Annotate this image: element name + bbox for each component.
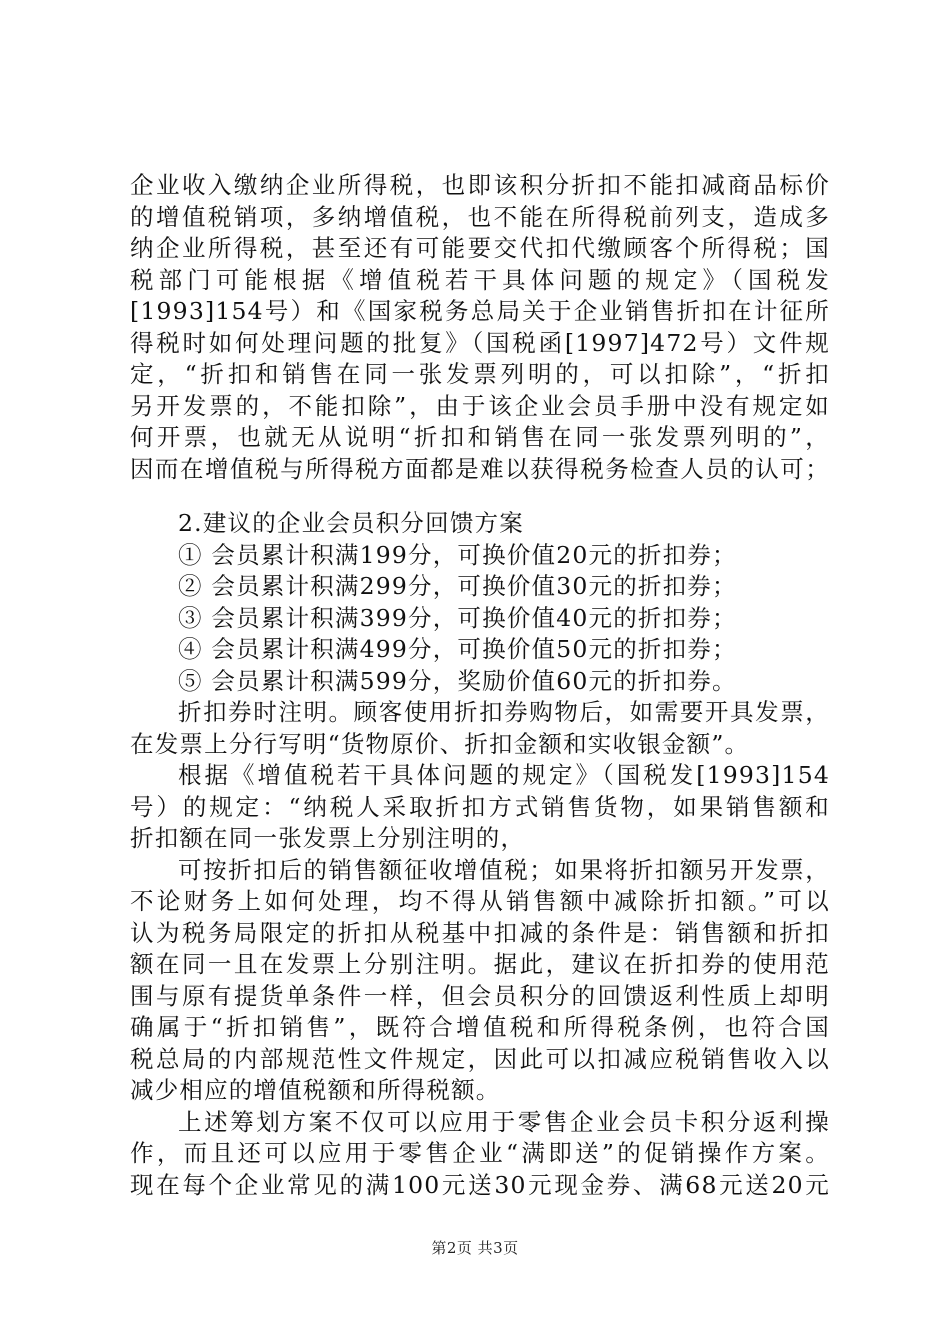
text-line: 额在同一且在发票上分别注明。据此，建议在折扣券的使用范 [130,950,830,978]
text-line: 因而在增值税与所得税方面都是难以获得税务检查人员的认可； [130,454,830,483]
paragraph-gap [130,485,830,508]
text-line: 得税时如何处理问题的批复》（国税函[1997]472号）文件规 [130,328,830,357]
paragraph-application [130,1107,830,1202]
list-item: ⑤ 会员累计积满599分，奖励价值60元的折扣券。 [178,666,737,695]
section-heading: 2.建议的企业会员积分回馈方案 [178,509,524,537]
text-line: 何开票，也就无从说明“折扣和销售在同一张发票列明的”， [130,423,830,451]
text-line: 减少相应的增值税额和所得税额。 [130,1076,501,1104]
text-line: 另开发票的，不能扣除”，由于该企业会员手册中没有规定如 [130,391,830,420]
list-item: ① 会员累计积满199分，可换价值20元的折扣券； [178,540,737,569]
text-line: 定，“折扣和销售在同一张发票列明的，可以扣除”，“折扣 [130,360,830,388]
paragraph-tax-issues [130,170,830,485]
page-footer: 第2页 共3页 [431,1239,519,1257]
text-line: 纳企业所得税，甚至还有可能要交代扣代缴顾客个所得税；国 [130,234,830,262]
page-body [130,170,830,1201]
text-line: 确属于“折扣销售”，既符合增值税和所得税条例，也符合国 [130,1013,830,1041]
text-line: 税部门可能根据《增值税若干具体问题的规定》（国税发 [130,265,830,294]
text-line: 围与原有提货单条件一样，但会员积分的回馈返利性质上却明 [130,981,830,1010]
text-line: 根据《增值税若干具体问题的规定》（国税发[1993]154 [178,761,830,789]
scheme-list [130,540,830,698]
text-line: 号）的规定：“纳税人采取折扣方式销售货物，如果销售额和 [130,792,830,821]
list-item: ② 会员累计积满299分，可换价值30元的折扣券； [178,572,737,600]
text-line: 的增值税销项，多纳增值税，也不能在所得税前列支，造成多 [130,202,830,231]
text-line: 税总局的内部规范性文件规定，因此可以扣减应税销售收入以 [130,1044,830,1073]
list-item: ③ 会员累计积满399分，可换价值40元的折扣券； [178,603,737,632]
text-line: [1993]154号）和《国家税务总局关于企业销售折扣在计征所 [130,297,830,325]
paragraph-analysis [130,855,830,1107]
text-line: 作，而且还可以应用于零售企业“满即送”的促销操作方案。 [130,1139,830,1167]
text-line: 可按折扣后的销售额征收增值税；如果将折扣额另开发票， [178,855,830,884]
list-item: ④ 会员累计积满499分，可换价值50元的折扣券； [178,635,737,663]
text-line: 折扣额在同一张发票上分别注明的， [130,824,526,852]
text-line: 折扣券时注明。顾客使用折扣券购物后，如需要开具发票， [178,698,830,726]
text-line: 不论财务上如何处理，均不得从销售额中减除折扣额。”可以 [130,887,830,915]
text-line: 上述筹划方案不仅可以应用于零售企业会员卡积分返利操 [178,1107,830,1136]
text-line: 现在每个企业常见的满100元送30元现金券、满68元送20元 [130,1170,830,1199]
text-line: 在发票上分行写明“货物原价、折扣金额和实收银金额”。 [130,729,750,758]
paragraph-regulation [130,760,830,855]
text-line: 企业收入缴纳企业所得税，也即该积分折扣不能扣减商品标价 [130,171,830,199]
text-line: 认为税务局限定的折扣从税基中扣减的条件是：销售额和折扣 [130,918,830,947]
paragraph-coupon-note [130,697,830,760]
